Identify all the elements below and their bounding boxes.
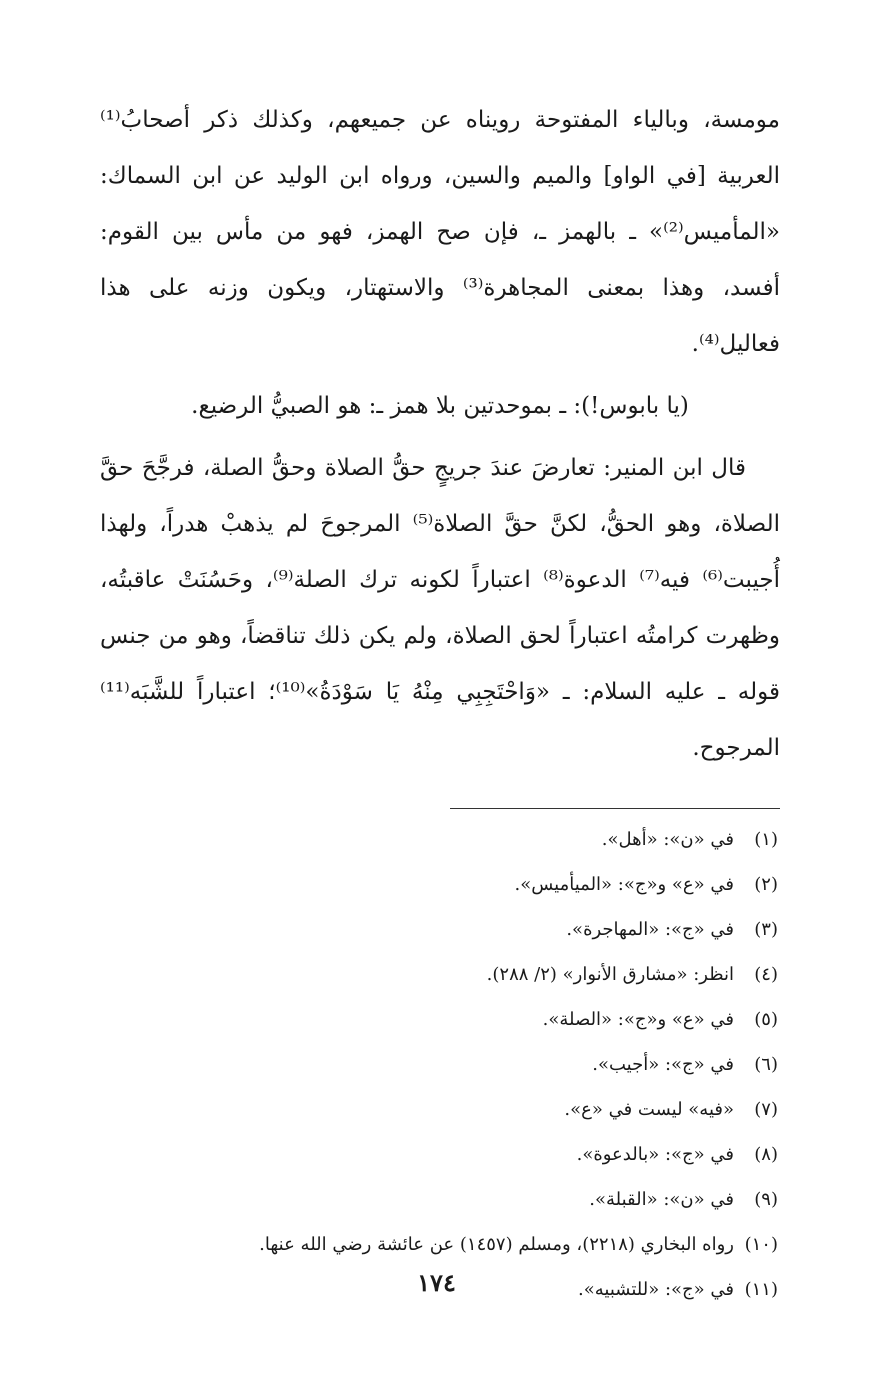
footnote-5 bbox=[100, 997, 778, 1042]
footnote-number: (٤) bbox=[754, 964, 778, 985]
footnote-text: في «ع» و«ج»: «الميأميس». bbox=[514, 874, 734, 895]
footnote-text: في «ج»: «المهاجرة». bbox=[566, 919, 734, 940]
footnote-4 bbox=[100, 952, 778, 997]
footnote-number: (٧) bbox=[754, 1099, 778, 1120]
footnote-text: في «ج»: «للتشبيه». bbox=[578, 1279, 734, 1300]
footnote-3 bbox=[100, 907, 778, 952]
footnote-separator bbox=[450, 808, 780, 809]
footnotes bbox=[100, 817, 780, 1312]
footnote-number: (٢) bbox=[754, 874, 778, 895]
footnote-number: (١١) bbox=[744, 1279, 778, 1300]
footnote-10 bbox=[100, 1222, 778, 1267]
footnote-text: انظر: «مشارق الأنوار» (٢/ ٢٨٨). bbox=[486, 964, 734, 985]
footnote-text: في «ع» و«ج»: «الصلة». bbox=[542, 1009, 734, 1030]
page-number: ١٧٤ bbox=[417, 1268, 456, 1297]
main-text bbox=[100, 92, 780, 776]
paragraph-2: (يا بابوس!): ـ بموحدتين بلا همز ـ: هو الصبيُّ الرضيع. bbox=[191, 393, 689, 419]
footnote-text: في «ن»: «أهل». bbox=[601, 829, 734, 850]
footnote-text: في «ج»: «بالدعوة». bbox=[576, 1144, 734, 1165]
paragraph-1: مومسة، وبالياء المفتوحة رويناه عن جميعهم، وكذلك ذكر أصحابُ⁽¹⁾ العربية [في الواو] والميم والسين، ورواه ابن الوليد عن ابن السماك: «المأميس⁽²⁾» ـ بالهمز ـ، فإن صح الهمز، فهو من مأس بين القوم: أفسد، وهذا بمعنى المجاهرة⁽³⁾ والاستهتار، ويكون وزنه على هذا فعاليل⁽⁴⁾. bbox=[100, 107, 780, 357]
footnote-number: (١) bbox=[754, 829, 778, 850]
paragraph-3: قال ابن المنير: تعارضَ عندَ جريجٍ حقُّ الصلاة وحقُّ الصلة، فرجَّحَ حقَّ الصلاة، وهو الحقُّ، لكنَّ حقَّ الصلاة⁽⁵⁾ المرجوحَ لم يذهبْ هدراً، ولهذا أُجيبت⁽⁶⁾ فيه⁽⁷⁾ الدعوة⁽⁸⁾ اعتباراً لكونه ترك الصلة⁽⁹⁾، وحَسُنَتْ عاقبتُه، وظهرت كرامتُه اعتباراً لحق الصلاة، ولم يكن ذلك تناقضاً، وهو من جنس قوله ـ عليه السلام: ـ «وَاحْتَجِبِي مِنْهُ يَا سَوْدَةُ»⁽¹⁰⁾؛ اعتباراً للشَّبَه⁽¹¹⁾ المرجوح. bbox=[100, 455, 780, 761]
footnote-number: (٨) bbox=[754, 1144, 778, 1165]
footnote-2 bbox=[100, 862, 778, 907]
footnote-text: رواه البخاري (٢٢١٨)، ومسلم (١٤٥٧) عن عائشة رضي الله عنها. bbox=[259, 1234, 734, 1255]
footnote-1 bbox=[100, 817, 778, 862]
footnote-number: (٩) bbox=[754, 1189, 778, 1210]
footnote-9 bbox=[100, 1177, 778, 1222]
footnote-text: في «ج»: «أجيب». bbox=[592, 1054, 734, 1075]
page-content bbox=[100, 92, 780, 1312]
footnote-6 bbox=[100, 1042, 778, 1087]
footnote-number: (١٠) bbox=[744, 1234, 778, 1255]
footnote-number: (٥) bbox=[754, 1009, 778, 1030]
footnote-text: «فيه» ليست في «ع». bbox=[564, 1099, 734, 1120]
footnote-number: (٦) bbox=[754, 1054, 778, 1075]
footnote-text: في «ن»: «القبلة». bbox=[589, 1189, 734, 1210]
footnote-number: (٣) bbox=[754, 919, 778, 940]
footnote-8 bbox=[100, 1132, 778, 1177]
footnote-7 bbox=[100, 1087, 778, 1132]
